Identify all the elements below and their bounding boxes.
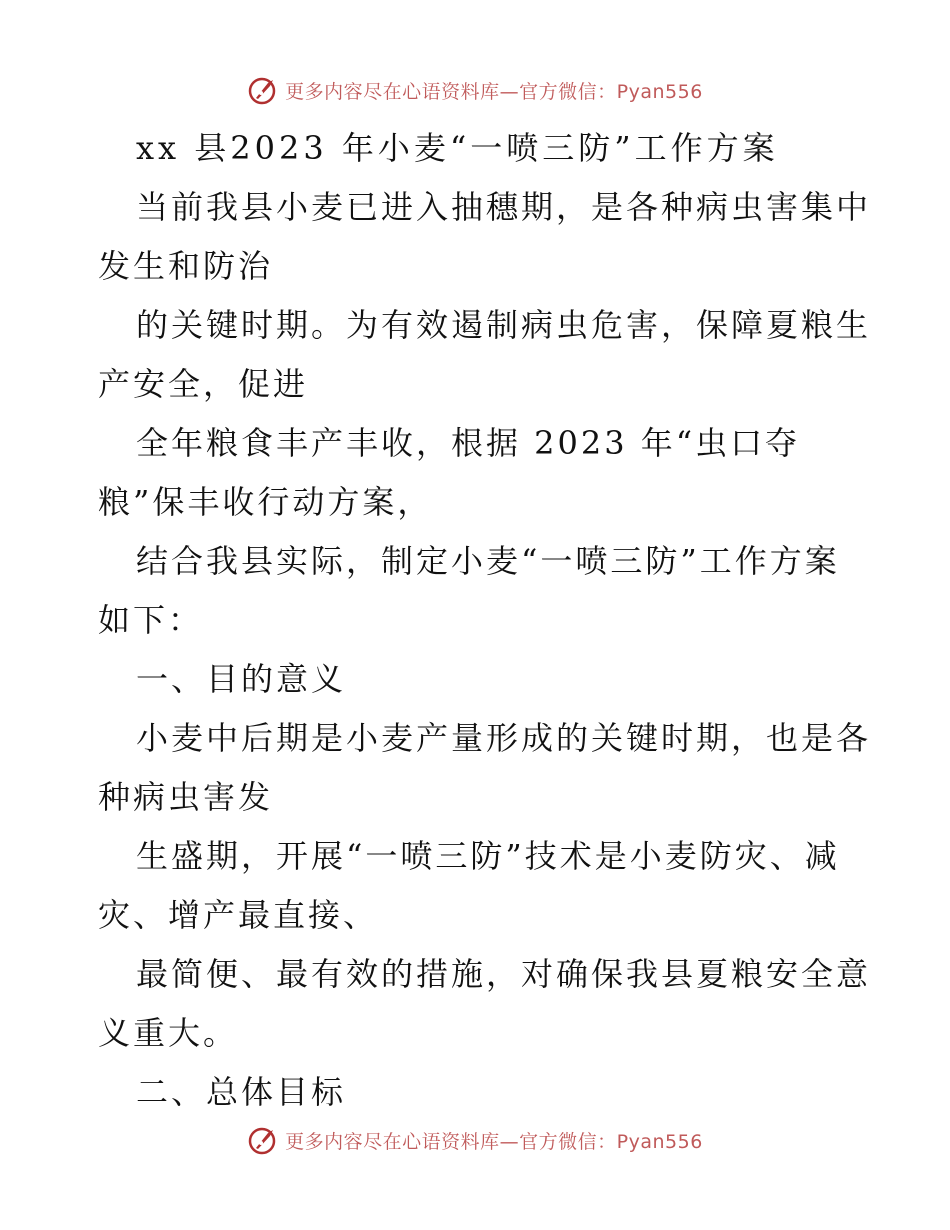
paragraph-line: 小麦中后期是小麦产量形成的关键时期，也是各 — [136, 719, 872, 757]
document-body — [98, 119, 872, 1122]
header-watermark — [0, 72, 950, 108]
paragraph-line: 全年粮食丰产丰收，根据 2023 年“虫口夺 — [136, 424, 801, 462]
paragraph-line: 粮”保丰收行动方案， — [98, 483, 433, 521]
watermark-text: 更多内容尽在心语资料库—官方微信：Pyan556 — [285, 1130, 703, 1153]
paragraph-line: 义重大。 — [98, 1014, 239, 1052]
watermark-text: 更多内容尽在心语资料库—官方微信：Pyan556 — [285, 80, 703, 103]
paragraph-line: 发生和防治 — [98, 247, 274, 285]
paragraph-line: 结合我县实际，制定小麦“一喷三防”工作方案 — [136, 542, 840, 580]
paragraph-line: 生盛期，开展“一喷三防”技术是小麦防灾、减 — [136, 837, 840, 875]
document-title: xx 县2023 年小麦“一喷三防”工作方案 — [136, 129, 779, 167]
section-heading-purpose: 一、目的意义 — [136, 660, 347, 698]
paragraph-line: 最简便、最有效的措施，对确保我县夏粮安全意 — [136, 955, 872, 993]
section-heading-goals: 二、总体目标 — [136, 1073, 347, 1111]
paragraph-line: 灾、增产最直接、 — [98, 896, 379, 934]
paragraph-line: 产安全，促进 — [98, 365, 309, 403]
paragraph-line: 种病虫害发 — [98, 778, 274, 816]
paragraph-line: 的关键时期。为有效遏制病虫危害，保障夏粮生 — [136, 306, 872, 344]
footer-watermark — [0, 1122, 950, 1158]
paragraph-line: 当前我县小麦已进入抽穗期，是各种病虫害集中 — [136, 188, 872, 226]
pen-nib-circle-icon — [247, 74, 279, 106]
pen-nib-circle-icon — [247, 1124, 279, 1156]
paragraph-line: 如下： — [98, 601, 204, 639]
